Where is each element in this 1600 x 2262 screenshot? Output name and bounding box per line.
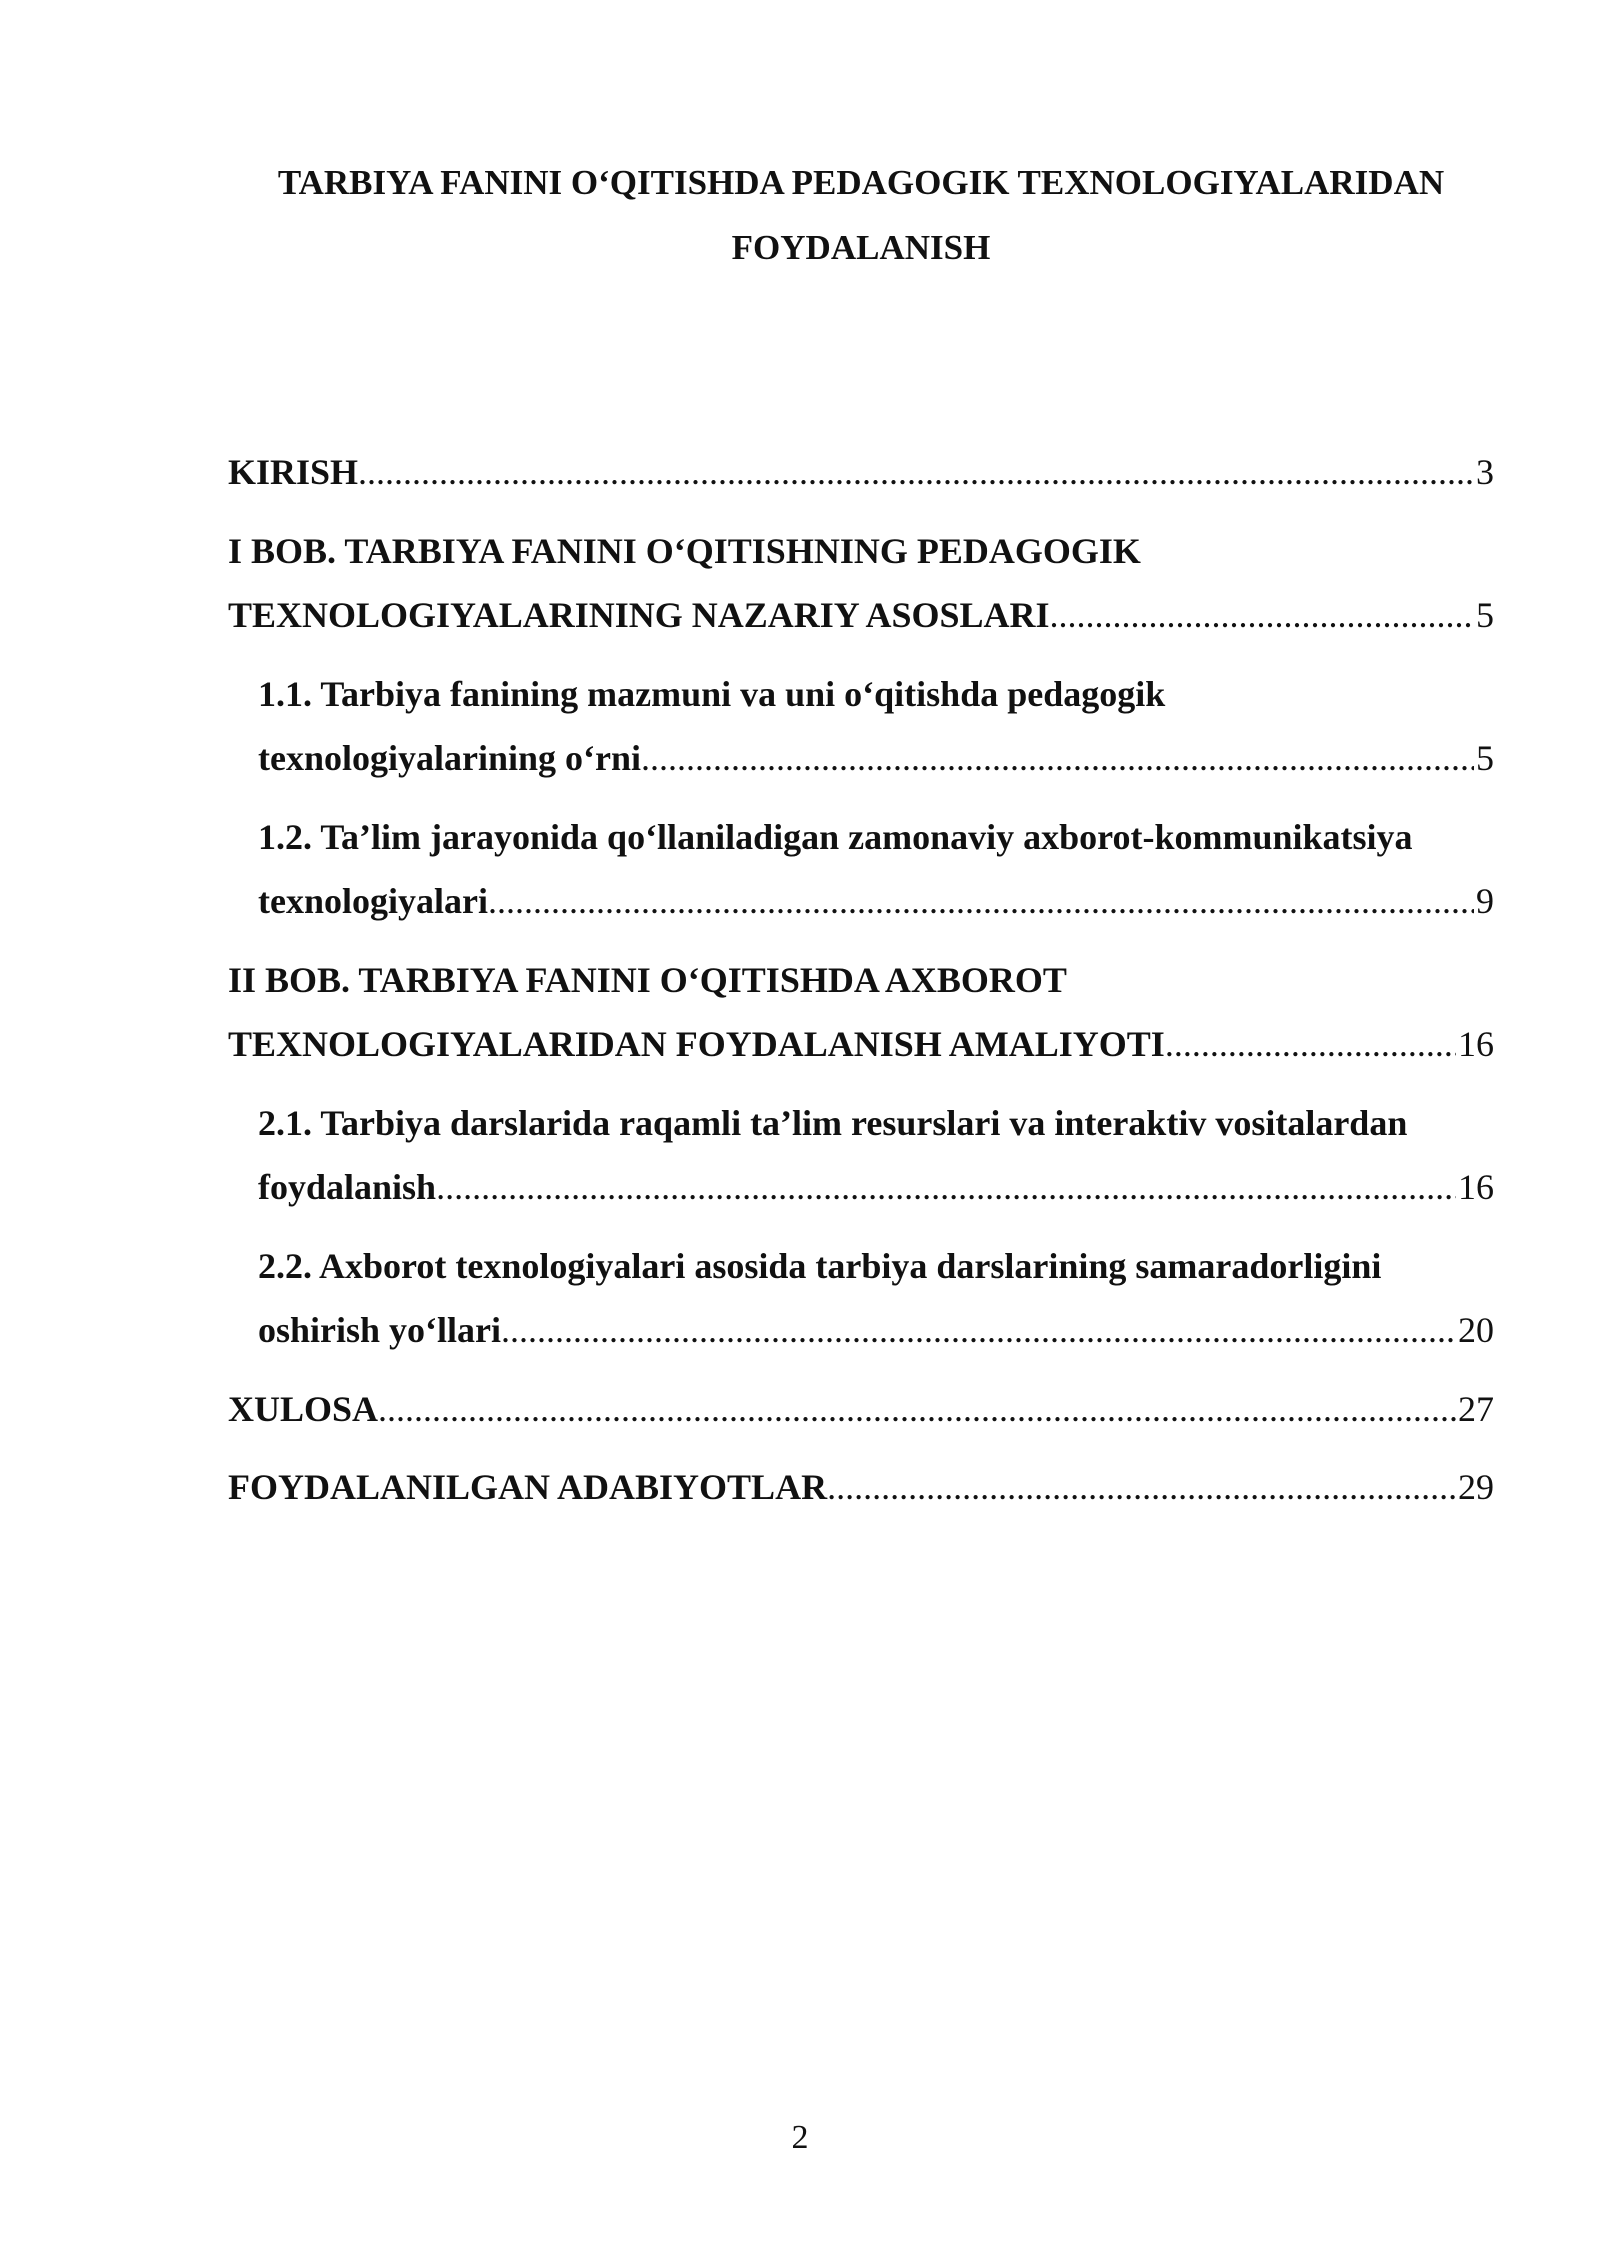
toc-entry-xulosa[interactable]	[228, 1377, 1494, 1442]
toc-entry-title-line-2: texnologiyalarining o‘rni	[258, 738, 642, 778]
toc-row	[228, 440, 1494, 505]
toc-page-ref: 5	[1476, 738, 1494, 778]
toc-entry-title-line-1: 1.2. Ta’lim jarayonida qo‘llaniladigan zamonaviy axborot-kommunikatsiya	[258, 816, 1413, 857]
toc-entry-chapter-1[interactable]	[228, 519, 1494, 648]
dot-leader	[827, 1455, 1456, 1520]
dot-leader	[1050, 583, 1474, 648]
toc-row	[228, 1377, 1494, 1442]
toc-entry-section-2-1[interactable]	[228, 1091, 1494, 1220]
dot-leader	[436, 1155, 1456, 1220]
toc-entry-title-line-1: 2.2. Axborot texnologiyalari asosida tarbiya darslarining samaradorligini	[258, 1245, 1382, 1286]
dot-leader	[501, 1298, 1456, 1363]
toc-page-ref: 20	[1458, 1310, 1494, 1350]
dot-leader	[641, 726, 1474, 791]
dot-leader	[358, 440, 1474, 505]
toc-entry-title-line-1: 2.1. Tarbiya darslarida raqamli ta’lim resurslari va interaktiv vositalardan	[258, 1102, 1408, 1143]
dot-leader	[488, 869, 1474, 934]
toc-entry-title-line-2: TEXNOLOGIYALARINING NAZARIY ASOSLARI	[228, 595, 1050, 635]
toc-entry-title-line-2: TEXNOLOGIYALARIDAN FOYDALANISH AMALIYOTI	[228, 1024, 1165, 1064]
toc-entry-title-line-2: foydalanish	[258, 1167, 437, 1207]
toc-entry-section-1-1[interactable]	[228, 662, 1494, 791]
toc-entry-section-1-2[interactable]	[228, 805, 1494, 934]
toc-entry-title-line-2: oshirish yo‘llari	[258, 1310, 502, 1350]
dot-leader	[1165, 1012, 1456, 1077]
table-of-contents	[228, 440, 1494, 1534]
toc-row	[258, 1298, 1494, 1363]
toc-page-ref: 29	[1458, 1467, 1494, 1507]
toc-entry-title-line-1: I BOB. TARBIYA FANINI O‘QITISHNING PEDAGOGIK	[228, 530, 1141, 571]
document-title-line-2: FOYDALANISH	[731, 228, 991, 267]
toc-entry-title: XULOSA	[228, 1388, 379, 1429]
toc-page-ref: 16	[1458, 1167, 1494, 1207]
toc-entry-section-2-2[interactable]	[228, 1234, 1494, 1363]
toc-entry-kirish[interactable]	[228, 440, 1494, 505]
page-number: 2	[791, 2119, 809, 2156]
toc-entry-references[interactable]	[228, 1455, 1494, 1520]
toc-row	[258, 1155, 1494, 1220]
toc-entry-title-line-1: II BOB. TARBIYA FANINI O‘QITISHDA AXBOROT	[228, 959, 1067, 1000]
toc-page-ref: 3	[1476, 452, 1494, 492]
toc-entry-title: FOYDALANILGAN ADABIYOTLAR	[228, 1467, 828, 1507]
dot-leader	[378, 1377, 1456, 1442]
toc-row	[258, 869, 1494, 934]
toc-page-ref: 27	[1458, 1388, 1494, 1429]
toc-row	[228, 1012, 1494, 1077]
toc-row	[228, 583, 1494, 648]
toc-row	[258, 726, 1494, 791]
toc-page-ref: 16	[1458, 1024, 1494, 1064]
toc-entry-title-line-2: texnologiyalari	[258, 881, 488, 921]
toc-row	[228, 1455, 1494, 1520]
toc-entry-title-line-1: 1.1. Tarbiya fanining mazmuni va uni o‘qitishda pedagogik	[258, 673, 1166, 714]
toc-entry-chapter-2[interactable]	[228, 948, 1494, 1077]
toc-entry-title: KIRISH	[228, 452, 359, 492]
toc-page-ref: 5	[1476, 595, 1494, 635]
toc-page-ref: 9	[1476, 881, 1494, 921]
document-title	[228, 150, 1494, 280]
document-title-line-1: TARBIYA FANINI O‘QITISHDA PEDAGOGIK TEXNOLOGIYALARIDAN	[277, 163, 1445, 202]
